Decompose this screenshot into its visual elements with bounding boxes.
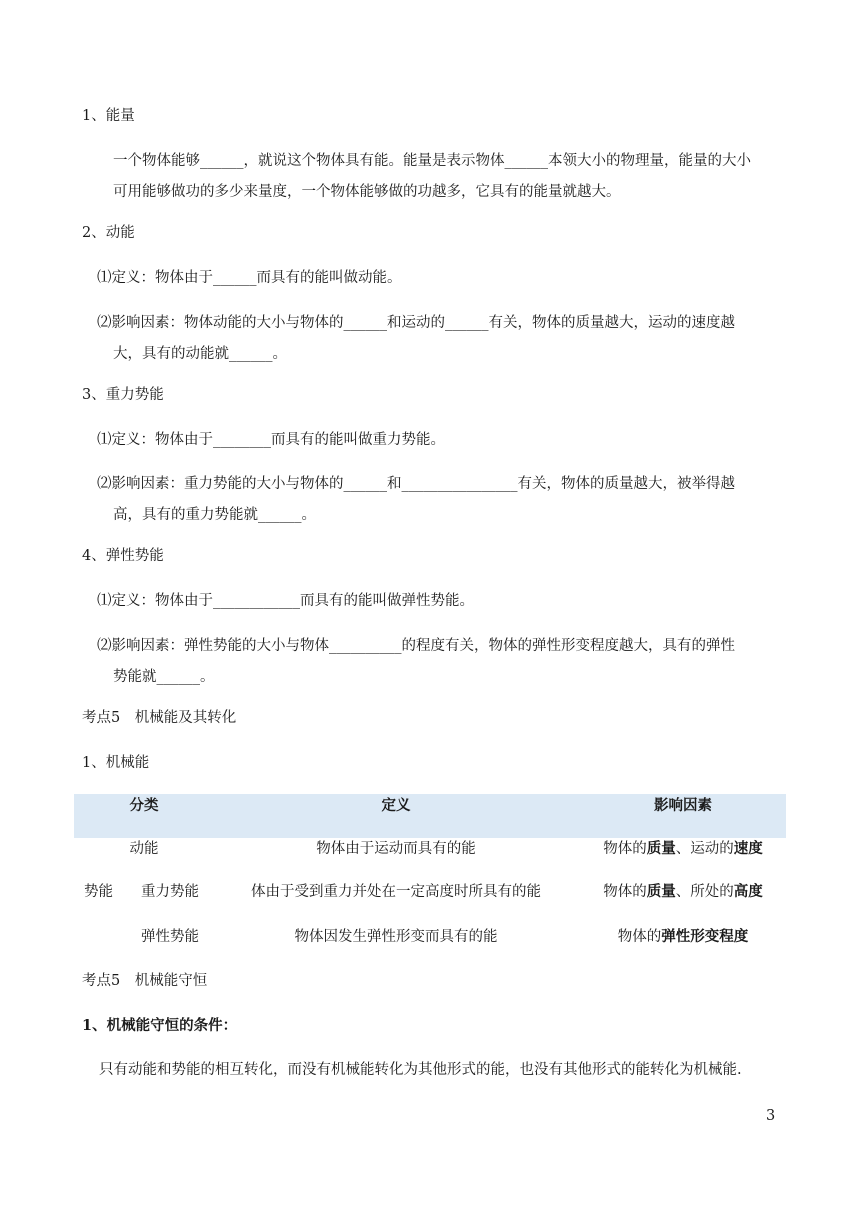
gravity-factors-line2: 高，具有的重力势能就______。 xyxy=(113,507,316,523)
table-row2-category: 重力势能 xyxy=(141,884,199,900)
factor-key-term: 速度 xyxy=(733,840,763,857)
factor-text: 、运动的 xyxy=(675,841,734,857)
table-header-definition: 定义 xyxy=(381,797,411,814)
page-number: 3 xyxy=(766,1108,776,1124)
table-row3-category: 弹性势能 xyxy=(141,929,199,945)
factor-key-term: 弹性形变程度 xyxy=(661,928,749,945)
energy-heading: 1、能量 xyxy=(82,108,135,124)
conservation-condition-text: 只有动能和势能的相互转化，而没有机械能转化为其他形式的能，也没有其他形式的能转化为机械能. xyxy=(99,1062,742,1078)
kinetic-heading: 2、动能 xyxy=(82,225,135,241)
elastic-definition: ⑴定义：物体由于____________而具有的能叫做弹性势能。 xyxy=(97,593,474,609)
elastic-factors-line2: 势能就______。 xyxy=(113,669,215,685)
mechanical-energy-heading: 1、机械能 xyxy=(82,755,150,771)
energy-paragraph-line2: 可用能够做功的多少来量度，一个物体能够做的功越多，它具有的能量就越大。 xyxy=(113,184,621,200)
conservation-condition-heading: 1、机械能守恒的条件： xyxy=(82,1017,238,1034)
table-row1-factors xyxy=(603,839,763,859)
elastic-heading: 4、弹性势能 xyxy=(82,548,164,564)
factor-text: 物体的 xyxy=(617,929,662,945)
gravity-factors-line1: ⑵影响因素：重力势能的大小与物体的______和________________有关，物体的质量越大，被举得越 xyxy=(97,476,735,492)
table-row1-category: 动能 xyxy=(129,841,159,857)
table-row1-definition: 物体由于运动而具有的能 xyxy=(316,841,476,857)
gravity-definition: ⑴定义：物体由于________而具有的能叫做重力势能。 xyxy=(97,432,445,448)
table-row3-factors xyxy=(618,927,749,947)
table-row3-definition: 物体因发生弹性形变而具有的能 xyxy=(294,929,498,945)
energy-paragraph-line1: 一个物体能够______，就说这个物体具有能。能量是表示物体______本领大小的物理量，能量的大小 xyxy=(113,153,751,169)
gravity-heading: 3、重力势能 xyxy=(82,387,164,403)
kinetic-factors-line1: ⑵影响因素：物体动能的大小与物体的______和运动的______有关，物体的质量越大，运动的速度越 xyxy=(97,315,735,331)
factor-key-term: 质量 xyxy=(646,883,676,900)
table-header-category: 分类 xyxy=(129,797,159,814)
kinetic-factors-line2: 大，具有的动能就______。 xyxy=(113,346,287,362)
table-group-label-potential: 势能 xyxy=(84,884,113,900)
factor-text: 物体的 xyxy=(603,884,647,900)
factor-text: 物体的 xyxy=(603,841,647,857)
kaodian-conservation: 考点5 机械能守恒 xyxy=(82,973,208,989)
kinetic-definition: ⑴定义：物体由于______而具有的能叫做动能。 xyxy=(97,270,402,286)
factor-key-term: 高度 xyxy=(733,883,763,900)
table-row2-factors xyxy=(603,882,763,902)
kaodian-mechanical-energy: 考点5 机械能及其转化 xyxy=(82,710,237,726)
factor-text: 、所处的 xyxy=(675,884,734,900)
factor-key-term: 质量 xyxy=(646,840,676,857)
table-row2-definition: 体由于受到重力并处在一定高度时所具有的能 xyxy=(251,884,541,900)
table-header-factors: 影响因素 xyxy=(654,797,712,814)
elastic-factors-line1: ⑵影响因素：弹性势能的大小与物体__________的程度有关，物体的弹性形变程度越大，具有的弹性 xyxy=(97,638,735,654)
